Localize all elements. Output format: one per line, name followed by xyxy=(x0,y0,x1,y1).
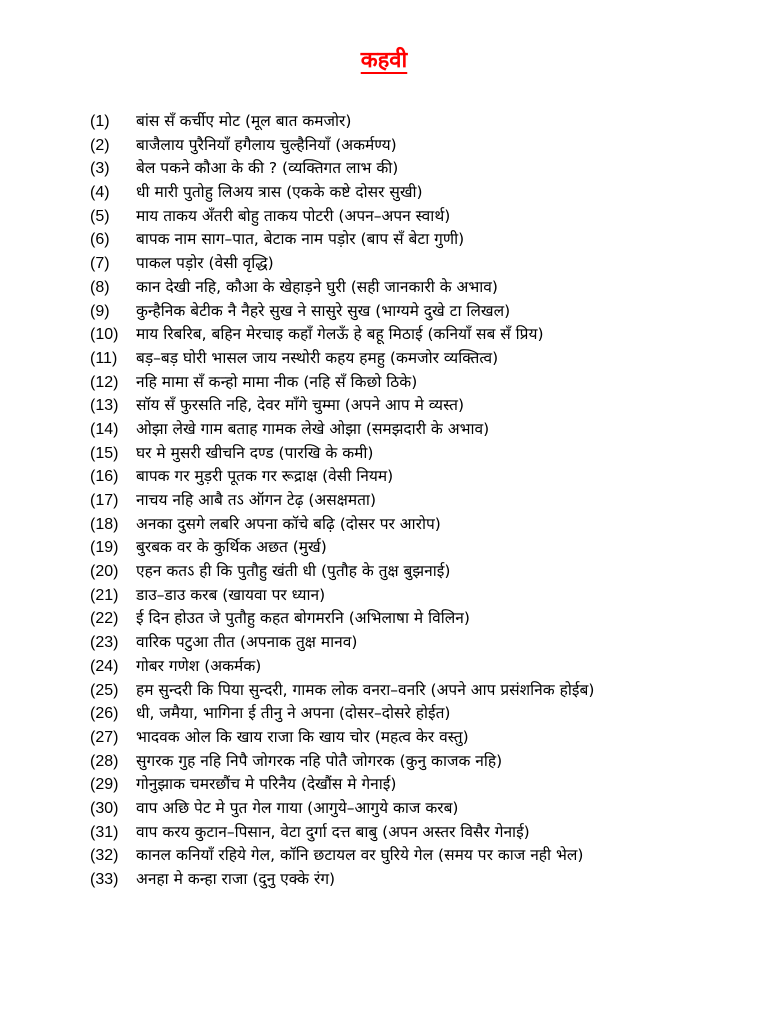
proverb-item xyxy=(0,489,768,513)
proverb-item xyxy=(0,276,768,300)
proverb-text: गोनुझाक चमरछौंच मे परिनैय (देखौंस मे गेनाई) xyxy=(136,775,397,794)
proverb-item xyxy=(0,371,768,395)
proverb-item xyxy=(0,702,768,726)
proverb-text: नहि मामा सँ कन्हो मामा नीक (नहि सँ किछो ठिके) xyxy=(136,372,418,391)
proverb-text: कान देखी नहि, कौआ के खेहाड़ने घुरी (सही जानकारी के अभाव) xyxy=(136,277,498,296)
proverb-number: (9) xyxy=(90,302,110,320)
proverb-text: बाजैलाय पुरैनियाँ हगैलाय चुल्हैनियाँ (अकर्मण्य) xyxy=(136,135,397,154)
proverb-item xyxy=(0,607,768,631)
proverb-item xyxy=(0,655,768,679)
proverb-text: डाउ–डाउ करब (खायवा पर ध्यान) xyxy=(136,585,326,604)
proverb-number: (30) xyxy=(90,799,119,817)
proverb-number: (4) xyxy=(90,184,110,202)
proverb-item xyxy=(0,205,768,229)
proverb-text: सुगरक गुह नहि निपै जोगरक नहि पोतै जोगरक (कुनु काजक नहि) xyxy=(136,751,503,770)
proverb-item xyxy=(0,442,768,466)
proverb-item xyxy=(0,465,768,489)
proverb-text: बेल पकने कौआ के की ? (व्यक्तिगत लाभ की) xyxy=(136,159,399,178)
proverb-text: ओझा लेखे गाम बताह गामक लेखे ओझा (समझदारी के अभाव) xyxy=(136,419,490,438)
proverb-number: (5) xyxy=(90,207,110,225)
proverb-number: (2) xyxy=(90,136,110,154)
proverb-text: गोबर गणेश (अकर्मक) xyxy=(136,656,262,675)
proverb-number: (6) xyxy=(90,231,110,249)
proverb-text: अनका दुसगे लबरि अपना कॉचे बढ़ि (दोसर पर आरोप) xyxy=(136,514,441,533)
proverb-text: बापक गर मुड़री पूतक गर रूद्राक्ष (वेसी नियम) xyxy=(136,467,394,486)
proverb-number: (12) xyxy=(90,373,119,391)
proverb-number: (10) xyxy=(90,326,119,344)
proverb-number: (8) xyxy=(90,278,110,296)
proverb-item xyxy=(0,844,768,868)
proverb-number: (16) xyxy=(90,468,119,486)
proverb-text: बापक नाम साग–पात, बेटाक नाम पड़ोर (बाप सँ बेटा गुणी) xyxy=(136,230,465,249)
proverb-text: माय ताकय अँतरी बोहु ताकय पोटरी (अपन–अपन स्वार्थ) xyxy=(136,206,451,225)
proverb-item xyxy=(0,513,768,537)
proverb-item xyxy=(0,726,768,750)
proverb-text: कानल कनियाँ रहिये गेल, कॉनि छटायल वर घुरिये गेल (समय पर काज नही भेल) xyxy=(136,846,584,865)
proverb-item xyxy=(0,536,768,560)
page-title-text: कहवी xyxy=(360,48,408,73)
proverb-item xyxy=(0,773,768,797)
proverb-text: बांस सँ कर्चीए मोट (मूल बात कमजोर) xyxy=(136,112,352,130)
proverb-text: पाकल पड़ोर (वेसी वृद्धि) xyxy=(136,254,274,273)
proverb-item xyxy=(0,631,768,655)
proverb-item xyxy=(0,560,768,584)
proverb-item xyxy=(0,418,768,442)
proverb-number: (32) xyxy=(90,847,119,865)
proverb-number: (20) xyxy=(90,563,119,581)
proverb-number: (14) xyxy=(90,420,119,438)
proverb-item xyxy=(0,157,768,181)
proverb-list xyxy=(0,110,768,892)
proverb-item xyxy=(0,110,768,134)
proverb-number: (1) xyxy=(90,113,110,130)
proverb-number: (29) xyxy=(90,776,119,794)
proverb-number: (11) xyxy=(90,349,118,367)
proverb-number: (17) xyxy=(90,492,119,509)
proverb-number: (27) xyxy=(90,728,119,746)
proverb-number: (23) xyxy=(90,634,119,652)
proverb-text: कुन्हैनिक बेटीक नै नैहरे सुख ने सासुरे सुख (भाग्यमे दुखे टा लिखल) xyxy=(136,301,511,320)
proverb-text: अनहा मे कन्हा राजा (दुनु एक्के रंग) xyxy=(136,870,336,888)
proverb-text: वाप अछि पेट मे पुत गेल गाया (आगुये–आगुये काज करब) xyxy=(136,798,459,817)
proverb-text: भादवक ओल कि खाय राजा कि खाय चोर (महत्व केर वस्तु) xyxy=(136,727,469,746)
proverb-number: (13) xyxy=(90,397,119,415)
proverb-text: एहन कतऽ ही कि पुतौहु खंती धी (पुतौह के तुक्ष बुझनाई) xyxy=(136,562,451,581)
proverb-text: धी, जमैया, भागिना ई तीनु ने अपना (दोसर–दोसरे होईत) xyxy=(136,704,451,723)
proverb-number: (3) xyxy=(90,160,110,178)
proverb-text: घर मे मुसरी खीचनि दण्ड (पारखि के कमी) xyxy=(136,443,374,462)
proverb-item xyxy=(0,300,768,324)
proverb-item xyxy=(0,228,768,252)
proverb-number: (18) xyxy=(90,515,119,533)
proverb-number: (26) xyxy=(90,705,119,723)
proverb-text: धी मारी पुतोहु लिअय त्रास (एकके कष्टे दोसर सुखी) xyxy=(136,183,423,202)
proverb-number: (25) xyxy=(90,681,119,699)
proverb-text: नाचय नहि आबै तऽ ऑगन टेढ़ (असक्षमता) xyxy=(136,491,376,509)
proverb-item xyxy=(0,679,768,703)
proverb-item xyxy=(0,868,768,892)
proverb-text: हम सुन्दरी कि पिया सुन्दरी, गामक लोक वनरा–वनरि (अपने आप प्रसंशनिक होईब) xyxy=(136,680,595,699)
proverb-number: (28) xyxy=(90,752,119,770)
proverb-item xyxy=(0,797,768,821)
proverb-text: बड़–बड़ घोरी भासल जाय नस्थोरी कहय हमहु (कमजोर व्यक्तित्व) xyxy=(136,348,499,367)
proverb-item xyxy=(0,134,768,158)
proverb-item xyxy=(0,584,768,608)
proverb-number: (31) xyxy=(90,823,119,841)
proverb-text: माय रिबरिब, बहिन मेरचाइ कहाँ गेलऊँ हे बहू मिठाई (कनियाँ सब सँ प्रिय) xyxy=(136,325,544,344)
proverb-number: (22) xyxy=(90,610,119,628)
proverb-item xyxy=(0,394,768,418)
proverb-text: वाप करय कुटान–पिसान, वेटा दुर्गा दत्त बाबु (अपन अस्तर विसैर गेनाई) xyxy=(136,822,530,841)
page-title xyxy=(0,44,768,74)
proverb-text: सॉय सँ फुरसति नहि, देवर मॉंगे चुम्मा (अपने आप मे व्यस्त) xyxy=(136,396,464,415)
proverb-number: (15) xyxy=(90,444,119,462)
proverb-item xyxy=(0,323,768,347)
proverb-item xyxy=(0,750,768,774)
proverb-item xyxy=(0,347,768,371)
proverb-item xyxy=(0,252,768,276)
proverb-number: (33) xyxy=(90,871,119,888)
proverb-number: (21) xyxy=(90,586,119,604)
proverb-text: बुरबक वर के कुर्थिक अछत (मुर्ख) xyxy=(136,538,327,557)
proverb-item xyxy=(0,821,768,845)
proverb-number: (24) xyxy=(90,657,119,675)
proverb-number: (7) xyxy=(90,255,110,273)
proverb-text: वारिक पटुआ तीत (अपनाक तुक्ष मानव) xyxy=(136,633,358,652)
proverb-text: ई दिन होउत जे पुतौहु कहत बोगमरनि (अभिलाषा मे विलिन) xyxy=(136,609,470,628)
proverb-item xyxy=(0,181,768,205)
proverb-number: (19) xyxy=(90,539,119,557)
